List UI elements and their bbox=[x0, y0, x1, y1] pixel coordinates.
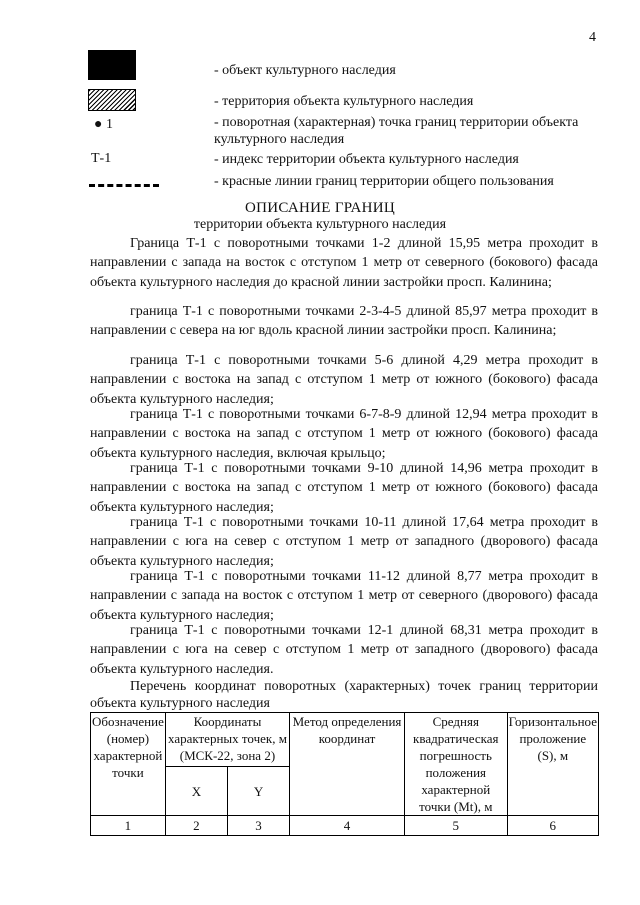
boundary-paragraph: граница Т-1 с поворотными точками 6-7-8-9 длиной 12,94 метра проходит в направлении с востока на запад с отступом 1 метр от южного (бокового) фасада объекта культурного наследия, включая крыльцо; bbox=[90, 407, 598, 461]
header-method: Метод определения координат bbox=[290, 713, 405, 816]
boundary-paragraph: граница Т-1 с поворотными точками 12-1 длиной 68,31 метра проходит в направлении с юга на север с отступом 1 метр от западного (дворового) фасада объекта культурного наследия. bbox=[90, 623, 598, 677]
coordinates-table bbox=[90, 712, 599, 836]
legend-item-turning-point bbox=[0, 114, 640, 147]
legend-item-territory-index bbox=[0, 151, 640, 171]
turning-point-icon: ● 1 bbox=[94, 117, 113, 132]
header-y: Y bbox=[227, 767, 289, 816]
column-number: 1 bbox=[91, 816, 166, 836]
column-number: 6 bbox=[507, 816, 598, 836]
header-horizontal-distance: Горизонтальное проложение (S), м bbox=[507, 713, 598, 816]
boundary-paragraph: граница Т-1 с поворотными точками 5-6 длиной 4,29 метра проходит в направлении с востока на запад с отступом 1 метр от южного (бокового) фасада объекта культурного наследия; bbox=[90, 353, 598, 407]
column-number: 5 bbox=[405, 816, 508, 836]
page-number: 4 bbox=[589, 30, 596, 45]
legend-item-red-lines bbox=[0, 173, 640, 193]
boundary-paragraph: граница Т-1 с поворотными точками 9-10 длиной 14,96 метра проходит в направлении с востока на запад с отступом 1 метр от южного (бокового) фасада объекта культурного наследия; bbox=[90, 461, 598, 515]
legend-item-heritage-territory bbox=[0, 93, 640, 113]
header-point-designation: Обозначение (номер) характерной точки bbox=[91, 713, 166, 816]
header-x: X bbox=[165, 767, 227, 816]
legend-text: - поворотная (характерная) точка границ территории объекта культурного наследия bbox=[214, 115, 579, 147]
section-title: ОПИСАНИЕ ГРАНИЦ bbox=[244, 200, 396, 216]
header-error: Средняя квадратическая погрешность положения характерной точки (Mt), м bbox=[405, 713, 508, 816]
territory-index-symbol: Т-1 bbox=[91, 151, 112, 166]
boundary-paragraph: граница Т-1 с поворотными точками 2-3-4-5 длиной 85,97 метра проходит в направлении с севера на юг вдоль красной линии застройки просп. Калинина; bbox=[90, 304, 598, 339]
boundary-paragraph: граница Т-1 с поворотными точками 10-11 длиной 17,64 метра проходит в направлении с юга на север с отступом 1 метр от западного (дворового) фасада объекта культурного наследия; bbox=[90, 515, 598, 569]
boundary-paragraph: граница Т-1 с поворотными точками 11-12 длиной 8,77 метра проходит в направлении с запада на восток с отступом 1 метр от северного (дворового) фасада объекта культурного наследия; bbox=[90, 569, 598, 623]
legend-text: - красные линии границ территории общего пользования bbox=[214, 174, 554, 189]
boundary-paragraph: Граница Т-1 с поворотными точками 1-2 длиной 15,95 метра проходит в направлении с запада на восток с отступом 1 метр от северного (бокового) фасада объекта культурного наследия до красной линии застройки просп. Калинина; bbox=[90, 236, 598, 290]
table-header-row bbox=[91, 713, 599, 767]
table-row bbox=[91, 816, 599, 836]
legend-item-heritage-object bbox=[0, 60, 640, 80]
legend-text: - индекс территории объекта культурного наследия bbox=[214, 152, 519, 167]
column-number: 2 bbox=[165, 816, 227, 836]
header-coordinates: Координаты характерных точек, м (МСК-22, зона 2) bbox=[165, 713, 289, 767]
table-title: Перечень координат поворотных (характерных) точек границ территории объекта культурного наследия bbox=[90, 679, 598, 711]
legend-text: - территория объекта культурного наследия bbox=[214, 94, 474, 109]
dashed-line-icon bbox=[89, 184, 159, 187]
column-number: 4 bbox=[290, 816, 405, 836]
black-square-icon bbox=[88, 50, 136, 80]
hatched-rectangle-icon bbox=[88, 89, 136, 111]
column-number: 3 bbox=[227, 816, 289, 836]
legend-text: - объект культурного наследия bbox=[214, 63, 396, 78]
section-subtitle: территории объекта культурного наследия bbox=[193, 217, 447, 232]
